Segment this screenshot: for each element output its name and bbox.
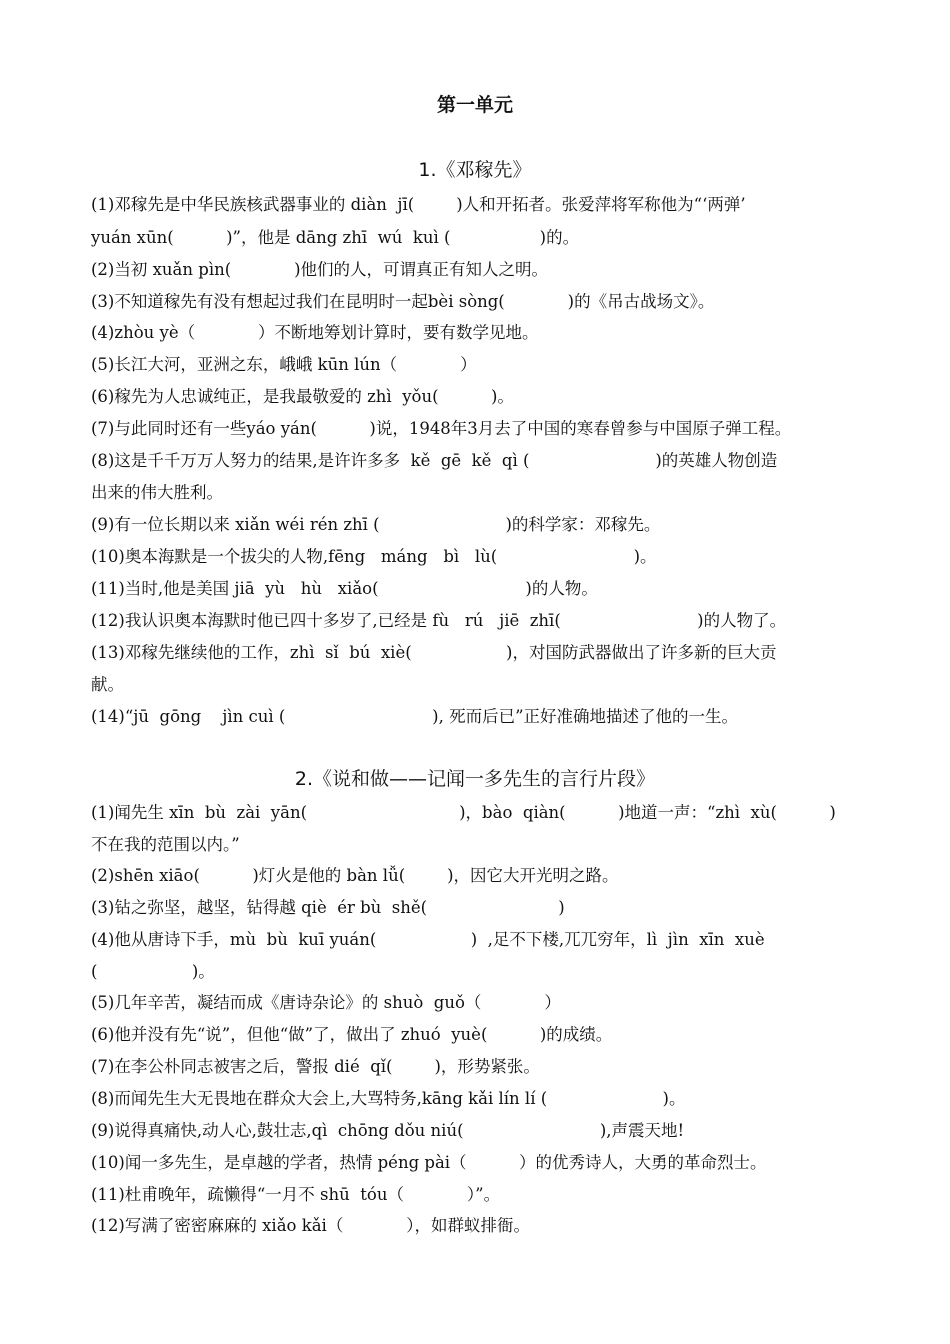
unit-title: 第一单元: [436, 94, 513, 116]
lesson-2-line: (10)闻一多先生，是卓越的学者，热情 péng pài（ ）的优秀诗人，大勇的革命烈士。: [91, 1153, 767, 1172]
lesson-1-line: (3)不知道稼先有没有想起过我们在昆明时一起bèi sòng( )的《吊古战场文》。: [91, 292, 715, 311]
lesson-2-line: ( )。: [91, 962, 215, 981]
lesson-1-line: (14)“jū gōng jìn cuì ( ), 死而后已”正好准确地描述了他的一生。: [91, 707, 739, 726]
lesson-1-line: (6)稼先为人忠诚纯正，是我最敬爱的 zhì yǒu( )。: [91, 387, 514, 406]
lesson-1-line: (13)邓稼先继续他的工作，zhì sǐ bú xiè( )，对国防武器做出了许多新的巨大贡: [91, 643, 777, 662]
lesson-2-line: (9)说得真痛快,动人心,鼓壮志,qì chōng dǒu niú( ),声震天地!: [91, 1121, 685, 1140]
lesson-1-line: (2)当初 xuǎn pìn( )他们的人，可谓真正有知人之明。: [91, 260, 549, 279]
lesson-1-line: yuán xūn( )”，他是 dāng zhī wú kuì ( )的。: [91, 228, 580, 247]
lesson-1-line: (12)我认识奥本海默时他已四十多岁了,已经是 fù rú jiē zhī( )的人物了。: [91, 611, 787, 630]
lesson-2-line: (12)写满了密密麻麻的 xiǎo kǎi（ ），如群蚁排衙。: [91, 1216, 531, 1235]
lesson-1-line: (11)当时,他是美国 jiā yù hù xiǎo( )的人物。: [91, 579, 598, 598]
lesson-1-line: (8)这是千千万万人努力的结果,是许许多多 kě gē kě qì ( )的英雄人物创造: [91, 451, 778, 470]
lesson-1-line: (4)zhòu yè（ ）不断地筹划计算时，要有数学见地。: [91, 323, 539, 342]
lesson-2-line: (8)而闻先生大无畏地在群众大会上,大骂特务,kāng kǎi lín lí ( )。: [91, 1089, 686, 1108]
lesson-2-line: (6)他并没有先“说”，但他“做”了，做出了 zhuó yuè( )的成绩。: [91, 1025, 613, 1044]
lesson-1-title: 1.《邓稼先》: [418, 159, 532, 181]
lesson-1-line: 出来的伟大胜利。: [91, 483, 223, 502]
lesson-2-line: (2)shēn xiāo( )灯火是他的 bàn lǚ( )，因它大开光明之路。: [91, 866, 619, 885]
lesson-1-line: 献。: [91, 675, 124, 694]
lesson-2-line: (4)他从唐诗下手，mù bù kuī yuán( ) ,足不下楼,兀兀穷年，lì jìn xīn xuè: [91, 930, 765, 949]
lesson-1-line: (5)长江大河，亚洲之东，峨峨 kūn lún（ ）: [91, 355, 477, 374]
lesson-1-line: (7)与此同时还有一些yáo yán( )说，1948年3月去了中国的寒春曾参与中国原子弹工程。: [91, 419, 792, 438]
lesson-2-line: (11)杜甫晚年，疏懒得“一月不 shū tóu（ ）”。: [91, 1185, 501, 1204]
lesson-2-line: (1)闻先生 xīn bù zài yān( )，bào qiàn( )地道一声：“zhì xù( ): [91, 803, 836, 822]
lesson-1-line: (1)邓稼先是中华民族核武器事业的 diàn jī( )人和开拓者。张爱萍将军称他为“‘两弹’: [91, 195, 746, 214]
lesson-2-line: (5)几年辛苦，凝结而成《唐诗杂论》的 shuò guǒ（ ）: [91, 993, 561, 1012]
lesson-2-line: (7)在李公朴同志被害之后，警报 dié qǐ( )，形势紧张。: [91, 1057, 540, 1076]
lesson-1-line: (9)有一位长期以来 xiǎn wéi rén zhī ( )的科学家：邓稼先。: [91, 515, 661, 534]
lesson-2-line: 不在我的范围以内。”: [91, 835, 240, 854]
lesson-1-line: (10)奥本海默是一个拔尖的人物,fēng máng bì lù( )。: [91, 547, 657, 566]
lesson-2-line: (3)钻之弥坚，越坚，钻得越 qiè ér bù shě( ): [91, 898, 565, 917]
lesson-2-title: 2.《说和做——记闻一多先生的言行片段》: [294, 768, 656, 790]
